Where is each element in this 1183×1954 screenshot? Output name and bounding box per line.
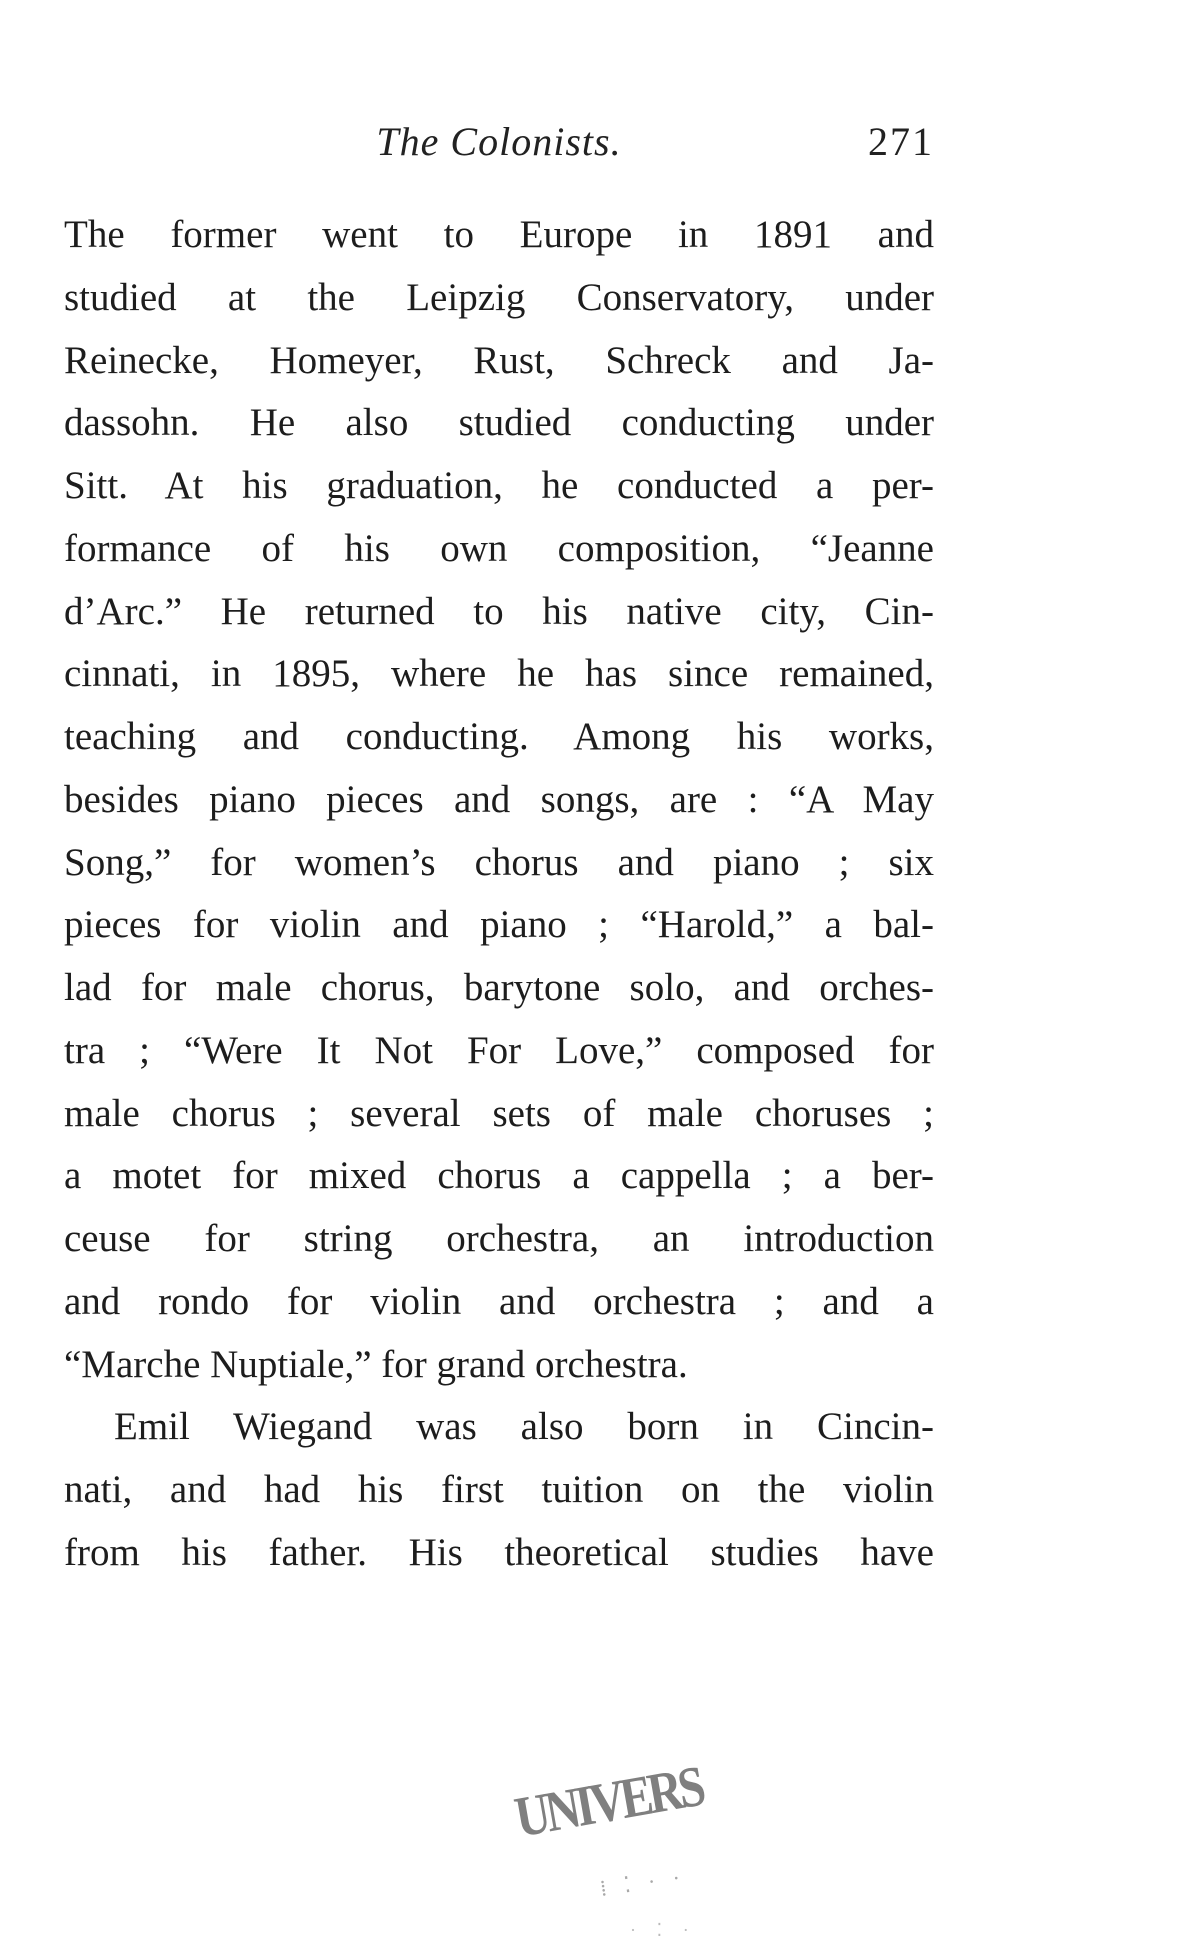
text-line: The former went to Europe in 1891 and: [64, 213, 934, 256]
text-line: studied at the Leipzig Conservatory, under: [64, 275, 934, 319]
stamp-text: UNIVERS: [510, 1754, 707, 1850]
text-line: “Marche Nuptiale,” for grand orchestra.: [64, 1342, 688, 1386]
text-line: and rondo for violin and orchestra ; and a: [64, 1279, 934, 1323]
text-line: cinnati, in 1895, where he has since remained,: [64, 652, 934, 696]
text-line: ceuse for string orchestra, an introduction: [64, 1217, 934, 1260]
stamp-faded-mark: ⁞ ⁚ · ·: [598, 1864, 688, 1901]
text-line: male chorus ; several sets of male choruses ;: [64, 1091, 934, 1135]
text-line: Emil Wiegand was also born in Cincin-: [114, 1405, 934, 1449]
body-text: [64, 204, 934, 1585]
text-line: dassohn. He also studied conducting under: [64, 401, 934, 445]
text-line: d’Arc.” He returned to his native city, Cin-: [64, 589, 934, 633]
text-line: Song,” for women’s chorus and piano ; six: [64, 840, 934, 884]
text-line: formance of his own composition, “Jeanne: [64, 526, 934, 570]
text-line: a motet for mixed chorus a cappella ; a ber-: [64, 1154, 934, 1198]
text-line: from his father. His theoretical studies have: [64, 1530, 934, 1574]
page-number: 271: [868, 119, 934, 164]
text-line: Reinecke, Homeyer, Rust, Schreck and Ja-: [64, 338, 934, 382]
library-stamp: [500, 1754, 800, 1950]
text-line: tra ; “Were It Not For Love,” composed for: [64, 1028, 934, 1072]
stamp-faded-mark: · ⁚ ·: [630, 1920, 697, 1940]
running-title: The Colonists.: [376, 119, 622, 164]
text-line: besides piano pieces and songs, are : “A May: [64, 777, 934, 821]
text-line: pieces for violin and piano ; “Harold,” a bal-: [64, 903, 934, 947]
page-header: [64, 118, 934, 178]
text-line: teaching and conducting. Among his works,: [64, 715, 934, 758]
text-line: nati, and had his first tuition on the violin: [64, 1468, 934, 1511]
text-line: Sitt. At his graduation, he conducted a per-: [64, 464, 934, 507]
text-line: lad for male chorus, barytone solo, and orches-: [64, 966, 934, 1009]
